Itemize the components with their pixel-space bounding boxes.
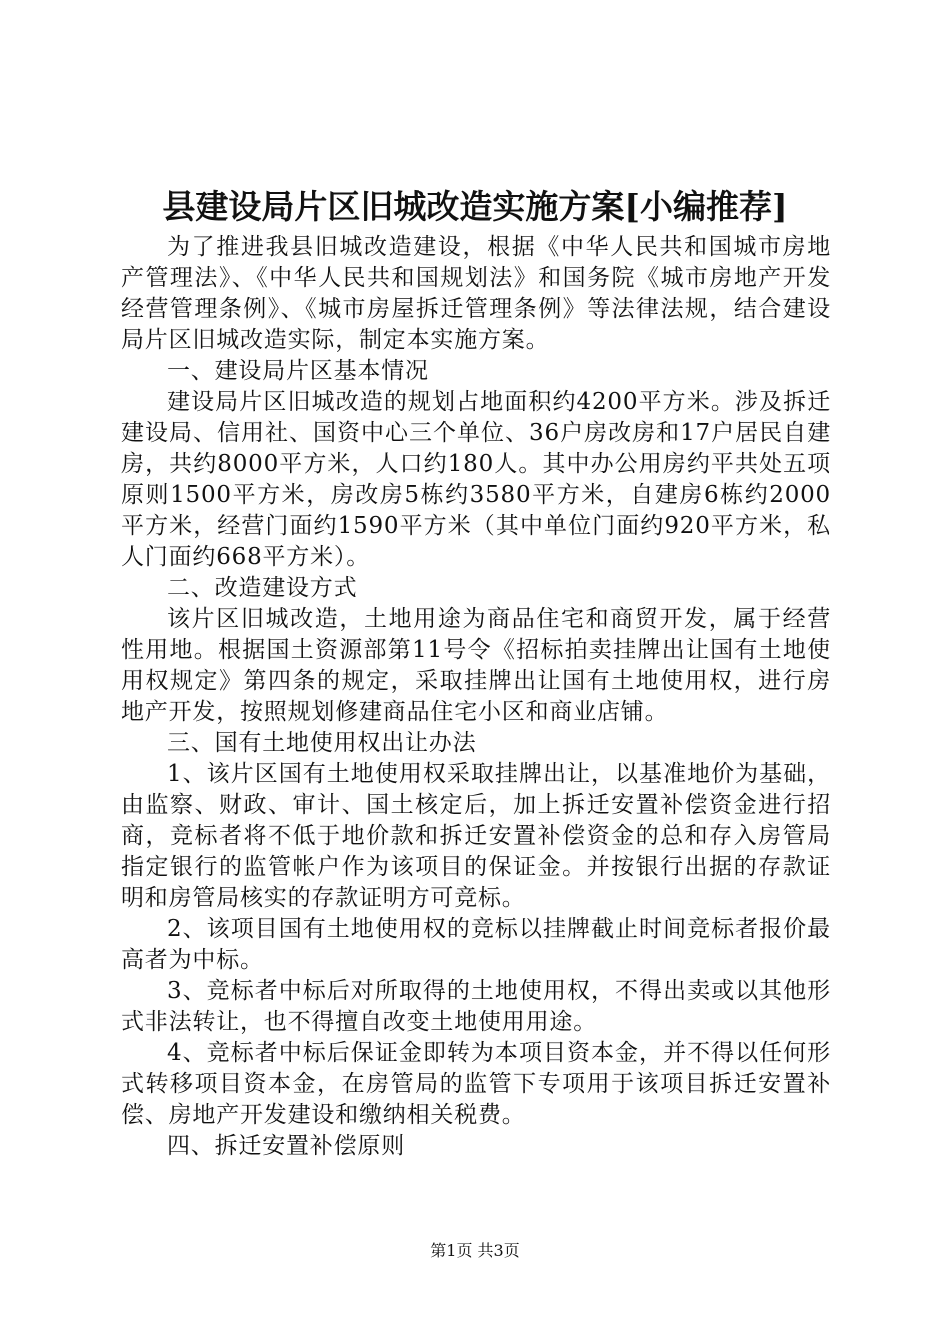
paragraph-item-4: 4、竞标者中标后保证金即转为本项目资本金，并不得以任何形式转移项目资本金，在房管局的监管下专项用于该项目拆迁安置补偿、房地产开发建设和缴纳相关税费。 <box>121 1040 831 1128</box>
section-heading-2: 二、改造建设方式 <box>167 575 358 601</box>
paragraph-item-2: 2、该项目国有土地使用权的竞标以挂牌截止时间竞标者报价最高者为中标。 <box>121 916 831 973</box>
section-heading-1: 一、建设局片区基本情况 <box>167 358 429 384</box>
section-heading-4: 四、拆迁安置补偿原则 <box>167 1133 405 1159</box>
paragraph-item-1: 1、该片区国有土地使用权采取挂牌出让，以基准地价为基础，由监察、财政、审计、国土核定后，加上拆迁安置补偿资金进行招商，竞标者将不低于地价款和拆迁安置补偿资金的总和存入房管局指定银行的监管帐户作为该项目的保证金。并按银行出据的存款证明和房管局核实的存款证明方可竞标。 <box>121 761 831 911</box>
paragraph-construction-method: 该片区旧城改造，土地用途为商品住宅和商贸开发，属于经营性用地。根据国土资源部第11号令《招标拍卖挂牌出让国有土地使用权规定》第四条的规定，采取挂牌出让国有土地使用权，进行房地产开发，按照规划修建商品住宅小区和商业店铺。 <box>121 606 831 725</box>
page-footer: 第1页 共3页 <box>430 1241 520 1260</box>
paragraph-intro: 为了推进我县旧城改造建设，根据《中华人民共和国城市房地产管理法》、《中华人民共和国规划法》和国务院《城市房地产开发经营管理条例》、《城市房屋拆迁管理条例》等法律法规，结合建设局片区旧城改造实际，制定本实施方案。 <box>121 234 831 353</box>
paragraph-item-3: 3、竞标者中标后对所取得的土地使用权，不得出卖或以其他形式非法转让，也不得擅自改变土地使用用途。 <box>121 978 831 1035</box>
section-heading-3: 三、国有土地使用权出让办法 <box>167 730 477 756</box>
document-body <box>121 232 831 1162</box>
document-title: 县建设局片区旧城改造实施方案[小编推荐] <box>162 187 788 226</box>
paragraph-basic-situation: 建设局片区旧城改造的规划占地面积约4200平方米。涉及拆迁建设局、信用社、国资中心三个单位、36户房改房和17户居民自建房，共约8000平方米，人口约180人。其中办公用房约平共处五项原则1500平方米，房改房5栋约3580平方米，自建房6栋约2000平方米，经营门面约1590平方米（其中单位门面约920平方米，私人门面约668平方米）。 <box>121 389 831 570</box>
